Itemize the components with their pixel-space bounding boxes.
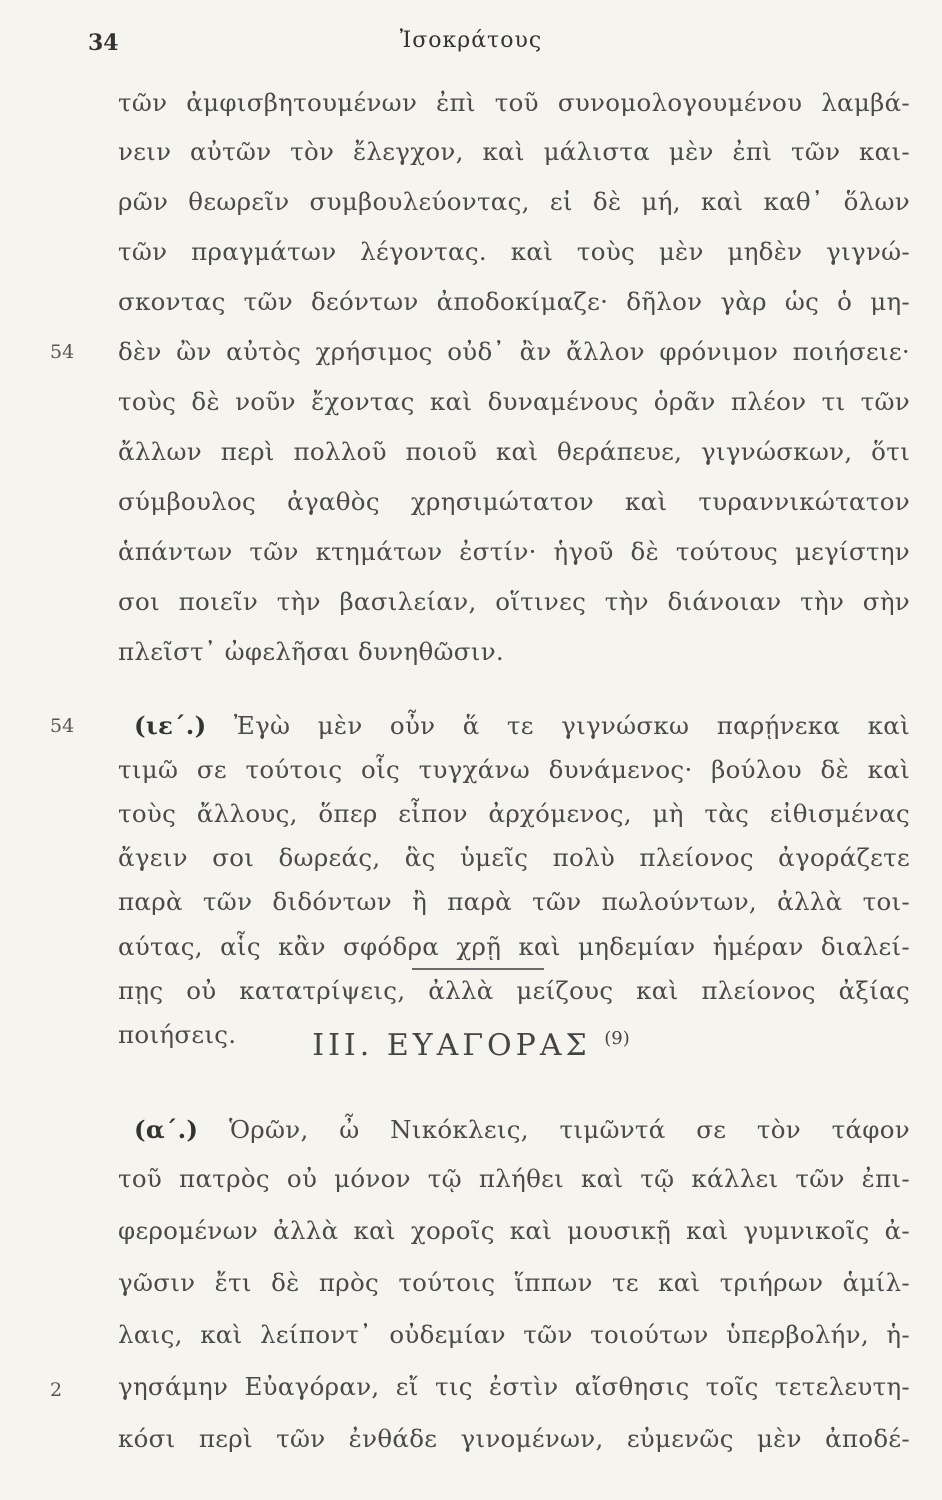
text-line: ἄλλων περὶ πολλοῦ ποιοῦ καὶ θεράπευε, γιγνώσκων, ὅτι — [118, 437, 910, 466]
text-line: παρὰ τῶν διδόντων ἢ παρὰ τῶν πωλούντων, ἀλλὰ τοι- — [118, 887, 910, 917]
text-line: Ὁρῶν, ὦ Νικόκλεις, τιμῶντά σε τὸν τάφον — [198, 1115, 910, 1144]
section-title: III. ΕΥΑΓΟΡΑΣ — [312, 1028, 591, 1063]
text-line: φερομένων ἀλλὰ καὶ χοροῖς καὶ μουσικῇ καὶ γυμνικοῖς ἀ- — [118, 1216, 910, 1245]
text-line: τοὺς ἄλλους, ὅπερ εἶπον ἀρχόμενος, μὴ τὰς εἰθισμένας — [118, 798, 910, 828]
text-line: τοῦ πατρὸς οὐ μόνον τῷ πλήθει καὶ τῷ κάλλει τῶν ἐπι- — [118, 1164, 910, 1193]
section-divider — [412, 968, 544, 970]
text-line: πλεῖστ᾽ ὠφελῆσαι δυνηθῶσιν. — [118, 636, 504, 666]
text-line: τιμῶ σε τούτοις οἷς τυγχάνω δυνάμενος· βούλου δὲ καὶ — [118, 754, 910, 784]
text-line: τοὺς δὲ νοῦν ἔχοντας καὶ δυναμένους ὁρᾶν πλέον τι τῶν — [118, 387, 910, 417]
text-line: γῶσιν ἔτι δὲ πρὸς τούτοις ἵππων τε καὶ τριήρων ἁμίλ- — [118, 1268, 910, 1297]
chapter-marker: (ιε΄.) — [134, 710, 207, 740]
text-line: τῶν ἀμφισβητουμένων ἐπὶ τοῦ συνομολογουμένου λαμβά- — [118, 87, 910, 117]
footnote-marker: (9) — [604, 1028, 630, 1049]
paragraph-first-line — [134, 1110, 910, 1150]
text-line: λαις, καὶ λείποντ᾽ οὐδεμίαν τῶν τοιούτων ὑπερβολήν, ἡ- — [118, 1320, 910, 1349]
text-line: ἄγειν σοι δωρεάς, ἃς ὑμεῖς πολὺ πλείονος ἀγοράζετε — [118, 843, 910, 873]
chapter-marker: (α΄.) — [134, 1115, 199, 1144]
text-line: σκοντας τῶν δεόντων ἀποδοκίμαζε· δῆλον γὰρ ὡς ὁ μη- — [118, 287, 910, 317]
page-number: 34 — [88, 30, 119, 56]
text-line: δὲν ὢν αὐτὸς χρήσιμος οὐδ᾽ ἂν ἄλλον φρόνιμον ποιήσειε· — [118, 337, 910, 367]
text-line: ἁπάντων τῶν κτημάτων ἐστίν· ἡγοῦ δὲ τούτους μεγίστην — [118, 536, 910, 566]
text-line: κόσι περὶ τῶν ἐνθάδε γινομένων, εὐμενῶς μὲν ἀποδέ- — [118, 1424, 910, 1453]
text-line: ποιήσεις. — [118, 1019, 237, 1049]
text-line: γησάμην Εὐαγόραν, εἴ τις ἐστὶν αἴσθησις τοῖς τετελευτη- — [118, 1372, 910, 1401]
text-line: τῶν πραγμάτων λέγοντας. καὶ τοὺς μὲν μηδὲν γιγνώ- — [118, 237, 910, 267]
text-line: πῃς οὐ κατατρίψεις, ἀλλὰ μείζους καὶ πλείονος ἀξίας — [118, 975, 910, 1005]
section-heading — [0, 1028, 942, 1063]
text-line: ρῶν θεωρεῖν συμβουλεύοντας, εἰ δὲ μή, καὶ καθ᾽ ὅλων — [118, 187, 910, 217]
text-line: σοι ποιεῖν τὴν βασιλείαν, οἵτινες τὴν διάνοιαν τὴν σὴν — [118, 586, 910, 616]
text-line: σύμβουλος ἀγαθὸς χρησιμώτατον καὶ τυραννικώτατον — [118, 486, 910, 516]
text-line: Ἐγὼ μὲν οὖν ἅ τε γιγνώσκω παρῄνεκα καὶ — [206, 710, 910, 740]
text-line: αύτας, αἷς κἂν σφόδρα χρῇ καὶ μηδεμίαν ἡμέραν διαλεί- — [118, 931, 910, 961]
paragraph-first-line — [134, 706, 910, 746]
margin-section-number: 2 — [50, 1379, 63, 1401]
running-head: Ἰσοκράτους — [399, 28, 543, 53]
text-line: νειν αὐτῶν τὸν ἔλεγχον, καὶ μάλιστα μὲν ἐπὶ τῶν και- — [118, 137, 910, 167]
margin-section-number: 54 — [50, 714, 75, 737]
margin-section-number: 54 — [50, 341, 75, 364]
